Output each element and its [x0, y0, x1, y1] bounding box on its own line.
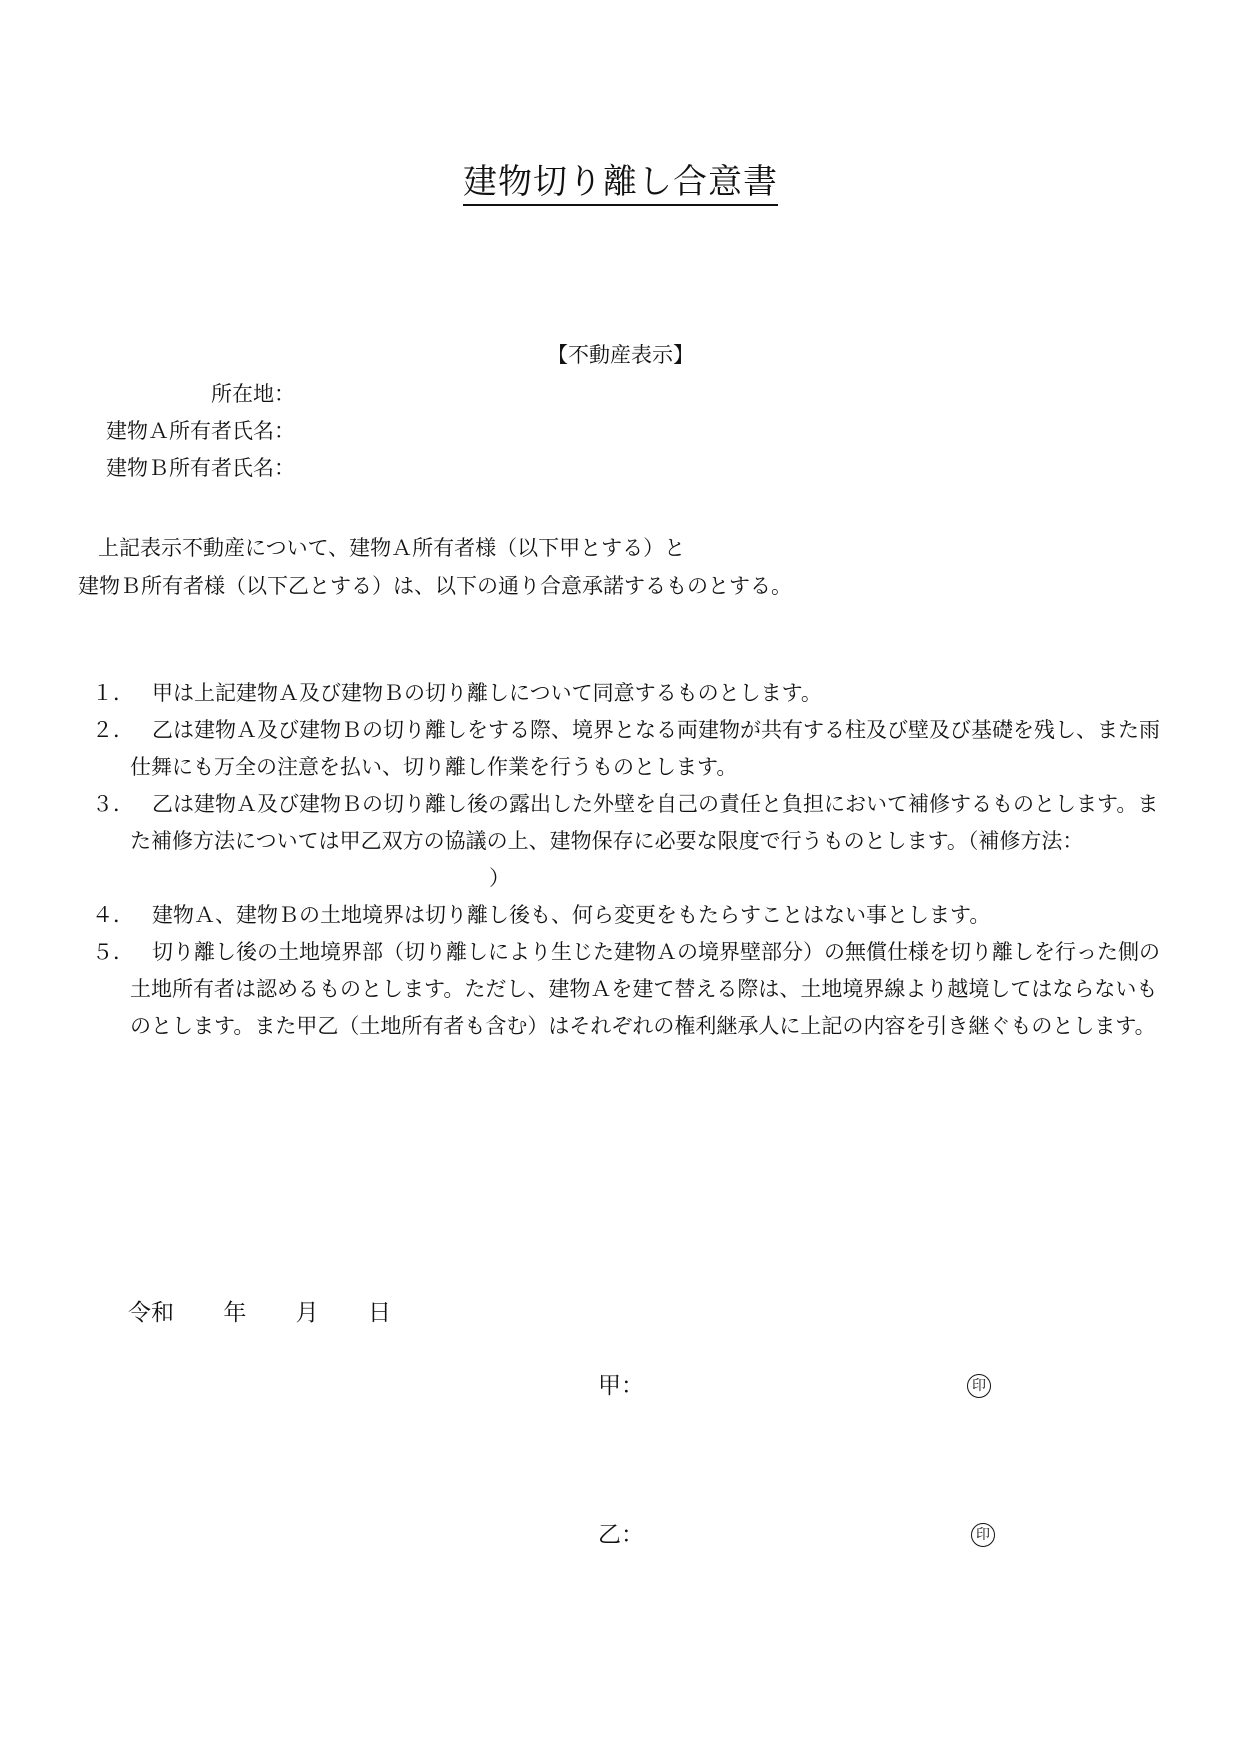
seal-mark-kou: 印	[967, 1374, 991, 1398]
intro-line-2: 建物Ｂ所有者様（以下乙とする）は、以下の通り合意承諾するものとする。	[78, 574, 792, 598]
clause-2	[92, 712, 1172, 786]
seal-mark-otsu: 印	[971, 1523, 995, 1547]
clause-text: 切り離し後の土地境界部（切り離しにより生じた建物Ａの境界壁部分）の無償仕様を切り離しを行った側の土地所有者は認めるものとします。ただし、建物Ａを建て替える際は、土地境界線より越境してはならないものとします。また甲乙（土地所有者も含む）はそれぞれの権利継承人に上記の内容を引き継ぐものとします。	[130, 940, 1160, 1038]
clause-number: １．	[92, 681, 134, 705]
clause-4	[92, 897, 1172, 934]
clause-3-body: 乙は建物Ａ及び建物Ｂの切り離し後の露出した外壁を自己の責任と負担において補修するものとします。また補修方法については甲乙双方の協議の上、建物保存に必要な限度で行うものとします。（補修方法：	[130, 792, 1159, 853]
document-title-text: 建物切り離し合意書	[463, 162, 778, 206]
clause-text: 建物Ａ、建物Ｂの土地境界は切り離し後も、何ら変更をもたらすことはない事とします。	[152, 903, 991, 927]
clause-5	[92, 934, 1172, 1045]
repair-method-blank-close: ）	[489, 866, 510, 890]
clause-list	[92, 675, 1172, 1045]
document-title	[0, 162, 1241, 202]
clause-text: 甲は上記建物Ａ及び建物Ｂの切り離しについて同意するものとします。	[152, 681, 822, 705]
party-kou-label: 甲：	[598, 1373, 644, 1399]
date-line	[128, 1297, 391, 1329]
owner-b-label: 建物Ｂ所有者氏名：	[106, 456, 295, 480]
clause-number: ４．	[92, 903, 134, 927]
clause-3	[92, 786, 1172, 897]
date-year: 年	[223, 1300, 247, 1326]
date-day: 日	[367, 1300, 391, 1326]
intro-paragraph	[78, 529, 792, 605]
clause-text	[130, 786, 1172, 897]
date-era: 令和	[128, 1300, 174, 1326]
date-month: 月	[295, 1300, 319, 1326]
clause-text: 乙は建物Ａ及び建物Ｂの切り離しをする際、境界となる両建物が共有する柱及び壁及び基礎を残し、また雨仕舞にも万全の注意を払い、切り離し作業を行うものとします。	[130, 718, 1160, 779]
intro-line-1: 上記表示不動産について、建物Ａ所有者様（以下甲とする）と	[98, 536, 686, 560]
clause-1	[92, 675, 1172, 712]
clause-number: ３．	[92, 792, 134, 816]
location-label: 所在地：	[211, 382, 295, 406]
property-heading: 【不動産表示】	[547, 343, 694, 367]
party-otsu-label: 乙：	[598, 1522, 644, 1548]
clause-number: ２．	[92, 718, 134, 742]
owner-a-label: 建物Ａ所有者氏名：	[106, 419, 295, 443]
clause-number: ５．	[92, 940, 134, 964]
